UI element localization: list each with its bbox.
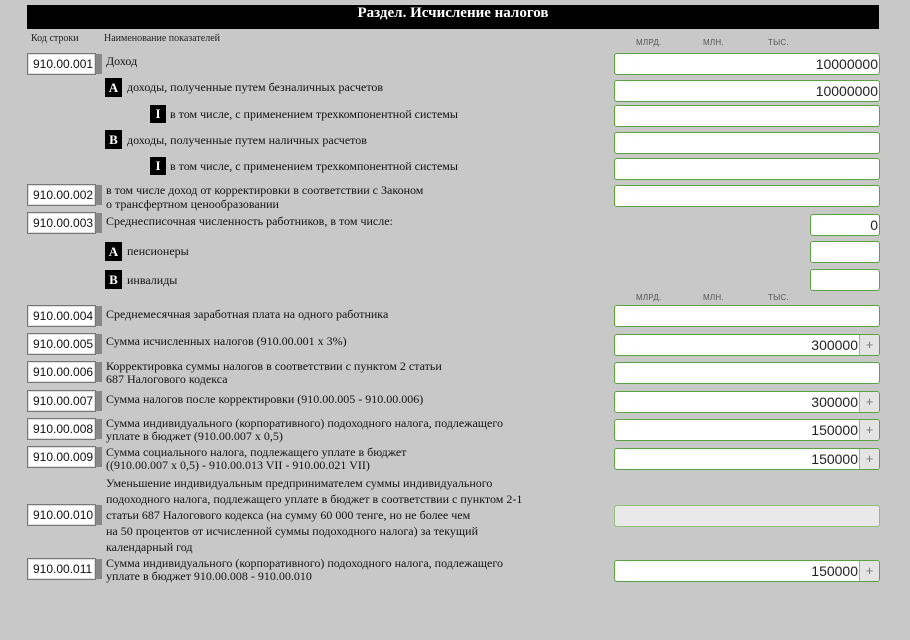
column-header-name: Наименование показателей: [104, 33, 221, 44]
calculated-tax-field[interactable]: [614, 334, 880, 356]
expand-plus-button[interactable]: +: [859, 420, 879, 440]
row-label-009b: ((910.00.007 x 0,5) - 910.00.013 VII - 910.00.021 VII): [106, 458, 370, 472]
income-tax-field[interactable]: [614, 419, 880, 441]
row-label-007: Сумма налогов после корректировки (910.00.005 - 910.00.006): [106, 392, 424, 406]
row-label-002a: в том числе доход от корректировки в соответствии с Законом: [106, 183, 424, 197]
row-label-010-line: Уменьшение индивидуальным предпринимателем суммы индивидуального: [106, 476, 493, 490]
expand-plus-button[interactable]: +: [859, 392, 879, 412]
row-label-010-line: подоходного налога, подлежащего уплате в бюджет в соответствии с пунктом 2-1: [106, 492, 523, 506]
row-code-009: 910.00.009: [27, 446, 96, 468]
row-code-004: 910.00.004: [27, 305, 96, 327]
income-tax-value: 150000: [811, 422, 858, 438]
tax-adjustment-field[interactable]: [614, 362, 880, 384]
calculated-tax-value: 300000: [811, 337, 858, 353]
expand-plus-button[interactable]: +: [859, 449, 879, 469]
row-label-006b: 687 Налогового кодекса: [106, 372, 228, 386]
noncash-income-field[interactable]: 10000000: [614, 80, 880, 102]
avg-salary-field[interactable]: [614, 305, 880, 327]
row-label-006a: Корректировка суммы налогов в соответствии с пунктом 2 статьи: [106, 359, 442, 373]
badge-i: I: [150, 105, 166, 123]
income-field[interactable]: 10000000: [614, 53, 880, 75]
disabled-persons-field[interactable]: [810, 269, 880, 291]
social-tax-field[interactable]: [614, 448, 880, 470]
row-code-007: 910.00.007: [27, 390, 96, 412]
badge-a: A: [105, 78, 122, 97]
row-label-011a: Сумма индивидуального (корпоративного) подоходного налога, подлежащего: [106, 556, 503, 570]
column-header-code: Код строки: [31, 33, 79, 44]
row-label-010: [106, 475, 522, 555]
row-code-011: 910.00.011: [27, 558, 96, 580]
unit-ths: ТЫС.: [768, 38, 789, 47]
row-label-001a: доходы, полученные путем безналичных расчетов: [127, 80, 384, 94]
row-label-002b: о трансфертном ценообразовании: [106, 197, 279, 211]
transfer-pricing-income-field[interactable]: [614, 185, 880, 207]
employee-count-field[interactable]: 0: [810, 214, 880, 236]
unit-bln: МЛРД.: [636, 38, 662, 47]
row-label-010-line: статьи 687 Налогового кодекса (на сумму 60 000 тенге, но не более чем: [106, 508, 471, 522]
unit-mln: МЛН.: [703, 293, 724, 302]
badge-b: B: [105, 130, 122, 149]
tax-reduction-field: [614, 505, 880, 527]
row-label-008b: уплате в бюджет (910.00.007 x 0,5): [106, 429, 283, 443]
social-tax-value: 150000: [811, 451, 858, 467]
badge-a: A: [105, 242, 122, 261]
adjusted-tax-value: 300000: [811, 394, 858, 410]
unit-mln: МЛН.: [703, 38, 724, 47]
row-label-005: Сумма исчисленных налогов (910.00.001 x 3%): [106, 334, 347, 348]
noncash-three-component-field[interactable]: [614, 105, 880, 127]
row-code-010: 910.00.010: [27, 504, 96, 526]
row-code-001: 910.00.001: [27, 53, 96, 75]
unit-ths: ТЫС.: [768, 293, 789, 302]
row-label-001a1: в том числе, с применением трехкомпонентной системы: [170, 107, 458, 121]
row-label-009a: Сумма социального налога, подлежащего уплате в бюджет: [106, 445, 407, 459]
expand-plus-button[interactable]: +: [859, 561, 879, 581]
cash-income-field[interactable]: [614, 132, 880, 154]
row-label-001b1: в том числе, с применением трехкомпонентной системы: [170, 159, 458, 173]
row-label-003: Среднесписочная численность работников, в том числе:: [106, 214, 393, 228]
row-label-003b: инвалиды: [127, 273, 178, 287]
row-label-001b: доходы, полученные путем наличных расчетов: [127, 133, 367, 147]
badge-b: B: [105, 270, 122, 289]
row-label-008a: Сумма индивидуального (корпоративного) подоходного налога, подлежащего: [106, 416, 503, 430]
income-tax-payable-field[interactable]: [614, 560, 880, 582]
row-code-005: 910.00.005: [27, 333, 96, 355]
row-code-003: 910.00.003: [27, 212, 96, 234]
row-label-010-line: календарный год: [106, 540, 193, 554]
row-code-008: 910.00.008: [27, 418, 96, 440]
row-label-003a: пенсионеры: [127, 244, 189, 258]
row-code-002: 910.00.002: [27, 184, 96, 206]
adjusted-tax-field[interactable]: [614, 391, 880, 413]
income-tax-payable-value: 150000: [811, 563, 858, 579]
badge-i: I: [150, 157, 166, 175]
unit-bln: МЛРД.: [636, 293, 662, 302]
expand-plus-button[interactable]: +: [859, 335, 879, 355]
row-label-011b: уплате в бюджет 910.00.008 - 910.00.010: [106, 569, 312, 583]
section-title: Раздел. Исчисление налогов: [27, 5, 879, 29]
pensioners-field[interactable]: [810, 241, 880, 263]
row-label-010-line: на 50 процентов от исчисленной суммы подоходного налога) за текущий: [106, 524, 479, 538]
cash-three-component-field[interactable]: [614, 158, 880, 180]
row-label-001: Доход: [106, 54, 138, 68]
row-code-006: 910.00.006: [27, 361, 96, 383]
row-label-004: Среднемесячная заработная плата на одного работника: [106, 307, 389, 321]
